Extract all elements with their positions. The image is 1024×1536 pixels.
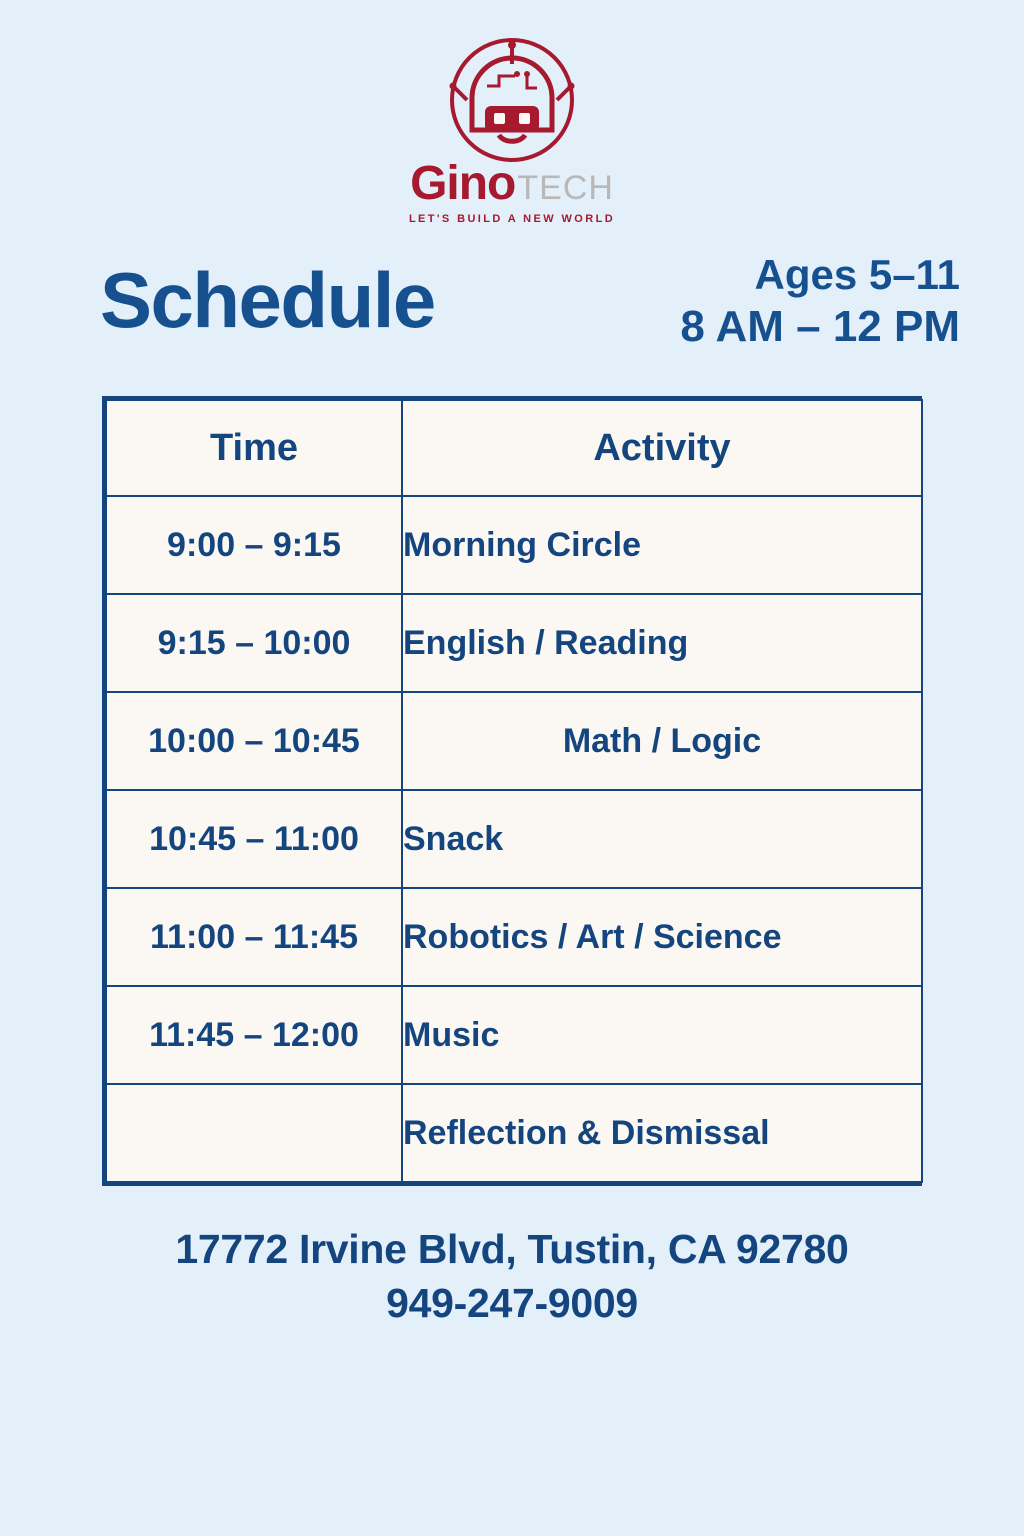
cell-time: 11:00 – 11:45 bbox=[106, 888, 402, 986]
cell-activity: Reflection & Dismissal bbox=[402, 1084, 922, 1182]
column-header-time: Time bbox=[106, 400, 402, 496]
cell-time: 10:45 – 11:00 bbox=[106, 790, 402, 888]
ages-range: Ages 5–11 bbox=[754, 251, 960, 298]
hours-range: 8 AM – 12 PM bbox=[680, 302, 960, 352]
cell-time: 9:15 – 10:00 bbox=[106, 594, 402, 692]
brand-logo bbox=[0, 0, 1024, 225]
cell-activity: Snack bbox=[402, 790, 922, 888]
cell-time: 9:00 – 9:15 bbox=[106, 496, 402, 594]
brand-wordmark bbox=[410, 157, 614, 210]
table-header-row bbox=[106, 400, 922, 496]
header bbox=[0, 251, 1024, 354]
table-row bbox=[106, 986, 922, 1084]
table-row bbox=[106, 1084, 922, 1182]
column-header-activity: Activity bbox=[402, 400, 922, 496]
cell-time bbox=[106, 1084, 402, 1182]
cell-activity: Music bbox=[402, 986, 922, 1084]
table-row bbox=[106, 888, 922, 986]
brand-tagline: LET'S BUILD A NEW WORLD bbox=[408, 213, 616, 225]
cell-activity: Math / Logic bbox=[402, 692, 922, 790]
page-title: Schedule bbox=[100, 256, 435, 344]
cell-time: 11:45 – 12:00 bbox=[106, 986, 402, 1084]
contact-footer bbox=[0, 1224, 1024, 1331]
table-row bbox=[106, 496, 922, 594]
table-row bbox=[106, 790, 922, 888]
table-row bbox=[106, 594, 922, 692]
cell-activity: Robotics / Art / Science bbox=[402, 888, 922, 986]
phone-number: 949-247-9009 bbox=[386, 1279, 638, 1326]
schedule-table-container bbox=[102, 396, 922, 1186]
table-row bbox=[106, 692, 922, 790]
cell-activity: English / Reading bbox=[402, 594, 922, 692]
robot-head-icon bbox=[427, 34, 597, 164]
schedule-table bbox=[105, 399, 923, 1183]
cell-activity: Morning Circle bbox=[402, 496, 922, 594]
header-details bbox=[680, 251, 960, 354]
brand-name-primary: Gino bbox=[410, 157, 516, 210]
brand-name-secondary: TECH bbox=[517, 169, 614, 207]
cell-time: 10:00 – 10:45 bbox=[106, 692, 402, 790]
address-text: 17772 Irvine Blvd, Tustin, CA 92780 bbox=[175, 1226, 849, 1273]
